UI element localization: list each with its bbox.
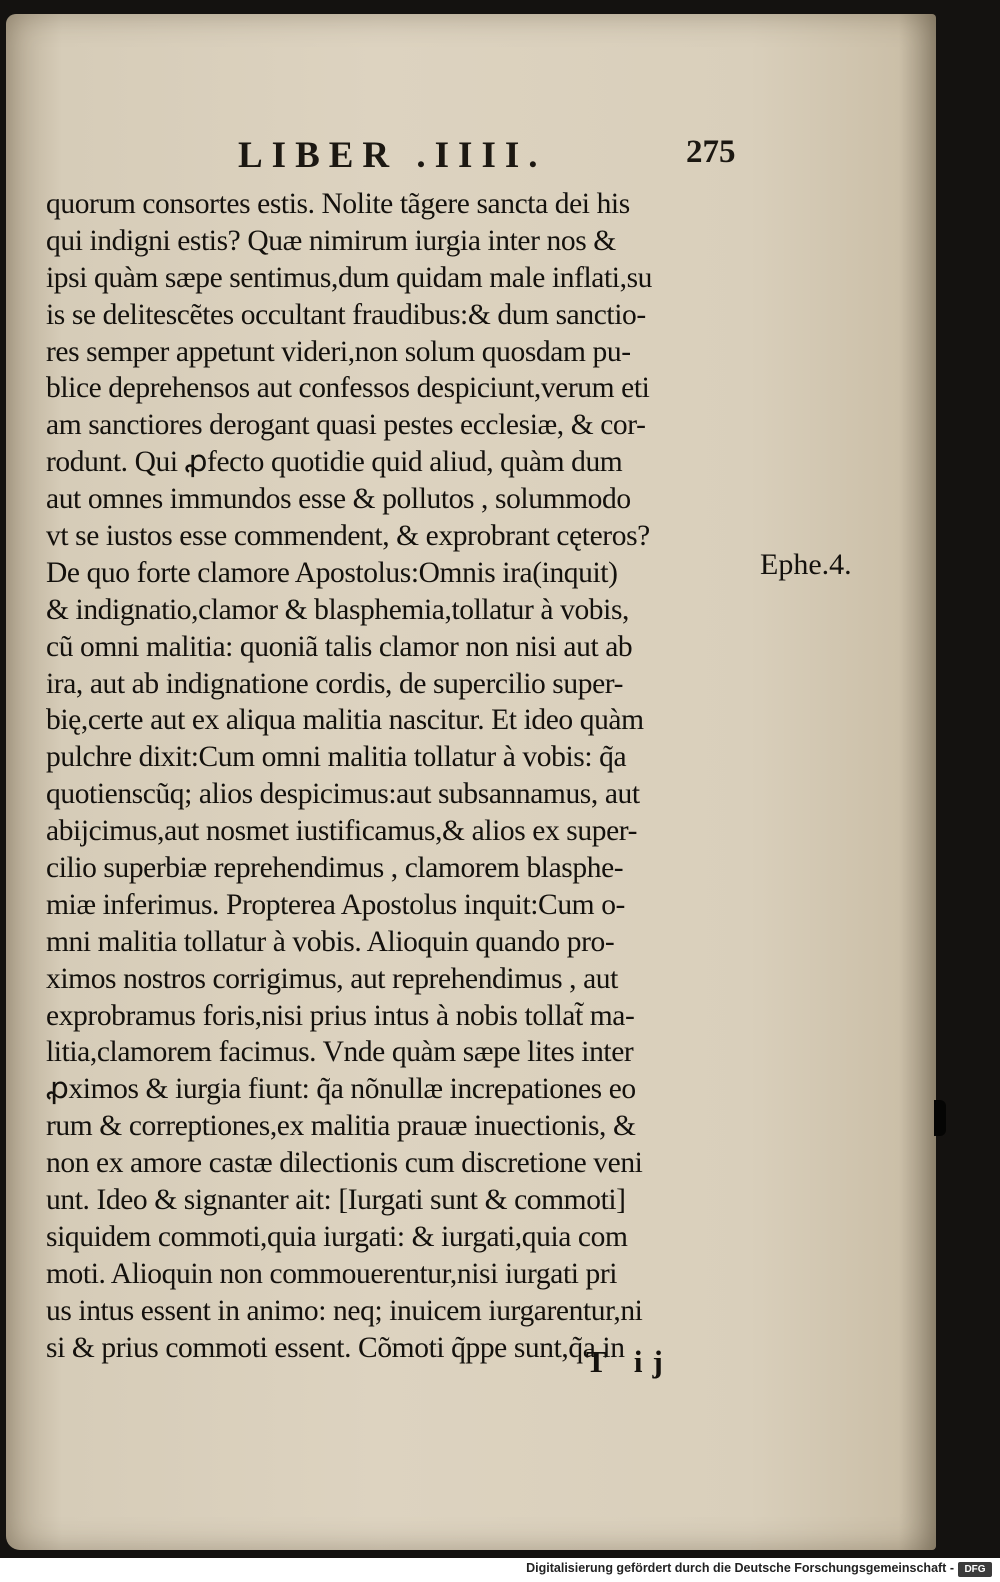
text-line: is se delitescẽtes occultant fraudibus:& dum sanctio- xyxy=(46,298,646,331)
text-line: ximos nostros corrigimus, aut reprehendimus , aut xyxy=(46,962,618,995)
text-line: si & prius commoti essent. Cõmoti q̃ppe sunt,q̃a in xyxy=(46,1331,625,1364)
text-line: siquidem commoti,quia iurgati: & iurgati,quia com xyxy=(46,1220,628,1253)
text-line: ipsi quàm sæpe sentimus,dum quidam male inflati,su xyxy=(46,261,652,294)
text-line: unt. Ideo & signanter ait: [Iurgati sunt & commoti] xyxy=(46,1184,626,1217)
page-header xyxy=(6,134,936,180)
text-line: quotienscũq; alios despicimus:aut subsannamus, aut xyxy=(46,778,640,811)
footer-bar xyxy=(0,1558,1000,1582)
text-line: mni malitia tollatur à vobis. Alioquin quando pro- xyxy=(46,925,615,958)
text-line: am sanctiores derogant quasi pestes ecclesiæ, & cor- xyxy=(46,409,646,442)
text-line: us intus essent in animo: neq; inuicem iurgarentur,ni xyxy=(46,1294,643,1327)
text-line: miæ inferimus. Propterea Apostolus inquit:Cum o- xyxy=(46,888,625,921)
text-line: blice deprehensos aut confessos despiciunt,verum eti xyxy=(46,372,650,405)
text-line: rum & correptiones,ex malitia prauæ inuectionis, & xyxy=(46,1110,636,1143)
text-line: rodunt. Qui ꝓfecto quotidie quid aliud, quàm dum xyxy=(46,446,623,479)
text-line: & indignatio,clamor & blasphemia,tollatur à vobis, xyxy=(46,593,629,626)
funding-credit: Digitalisierung gefördert durch die Deutsche Forschungsgemeinschaft - xyxy=(526,1561,954,1575)
text-line: pulchre dixit:Cum omni malitia tollatur à vobis: q̃a xyxy=(46,741,627,774)
text-line: moti. Alioquin non commouerentur,nisi iurgati pri xyxy=(46,1257,618,1290)
signature-mark: T ij xyxy=(586,1344,673,1379)
text-line: vt se iustos esse commendent, & exprobrant cęteros? xyxy=(46,520,650,553)
text-line: De quo forte clamore Apostolus:Omnis ira(inquit) xyxy=(46,556,618,589)
margin-note: Ephe.4. xyxy=(760,548,852,581)
body-text xyxy=(46,186,766,1367)
book-page xyxy=(6,14,936,1550)
page-number: 275 xyxy=(686,134,736,170)
text-line: ira, aut ab indignatione cordis, de supercilio super- xyxy=(46,667,624,700)
text-line: litia,clamorem facimus. Vnde quàm sæpe lites inter xyxy=(46,1036,634,1069)
binding-clip xyxy=(934,1100,946,1136)
text-line: cilio superbiæ reprehendimus , clamorem blasphe- xyxy=(46,852,624,885)
running-head: LIBER .IIII. xyxy=(238,135,547,176)
text-line: non ex amore castæ dilectionis cum discretione veni xyxy=(46,1147,643,1180)
text-line: cũ omni malitia: quoniã talis clamor non nisi aut ab xyxy=(46,630,633,663)
text-line: bię,certe aut ex aliqua malitia nascitur. Et ideo quàm xyxy=(46,704,644,737)
text-line: abijcimus,aut nosmet iustificamus,& alios ex super- xyxy=(46,815,638,848)
dfg-logo-icon: DFG xyxy=(958,1562,992,1577)
text-line: quorum consortes estis. Nolite tãgere sancta dei his xyxy=(46,188,630,220)
text-line: qui indigni estis? Quæ nimirum iurgia inter nos & xyxy=(46,224,616,257)
text-line: aut omnes immundos esse & pollutos , solummodo xyxy=(46,483,631,516)
text-line: ꝓximos & iurgia fiunt: q̃a nõnullæ increpationes eo xyxy=(46,1073,636,1106)
text-line: exprobramus foris,nisi prius intus à nobis tollat̃ ma- xyxy=(46,999,635,1032)
text-line: res semper appetunt videri,non solum quosdam pu- xyxy=(46,335,631,368)
